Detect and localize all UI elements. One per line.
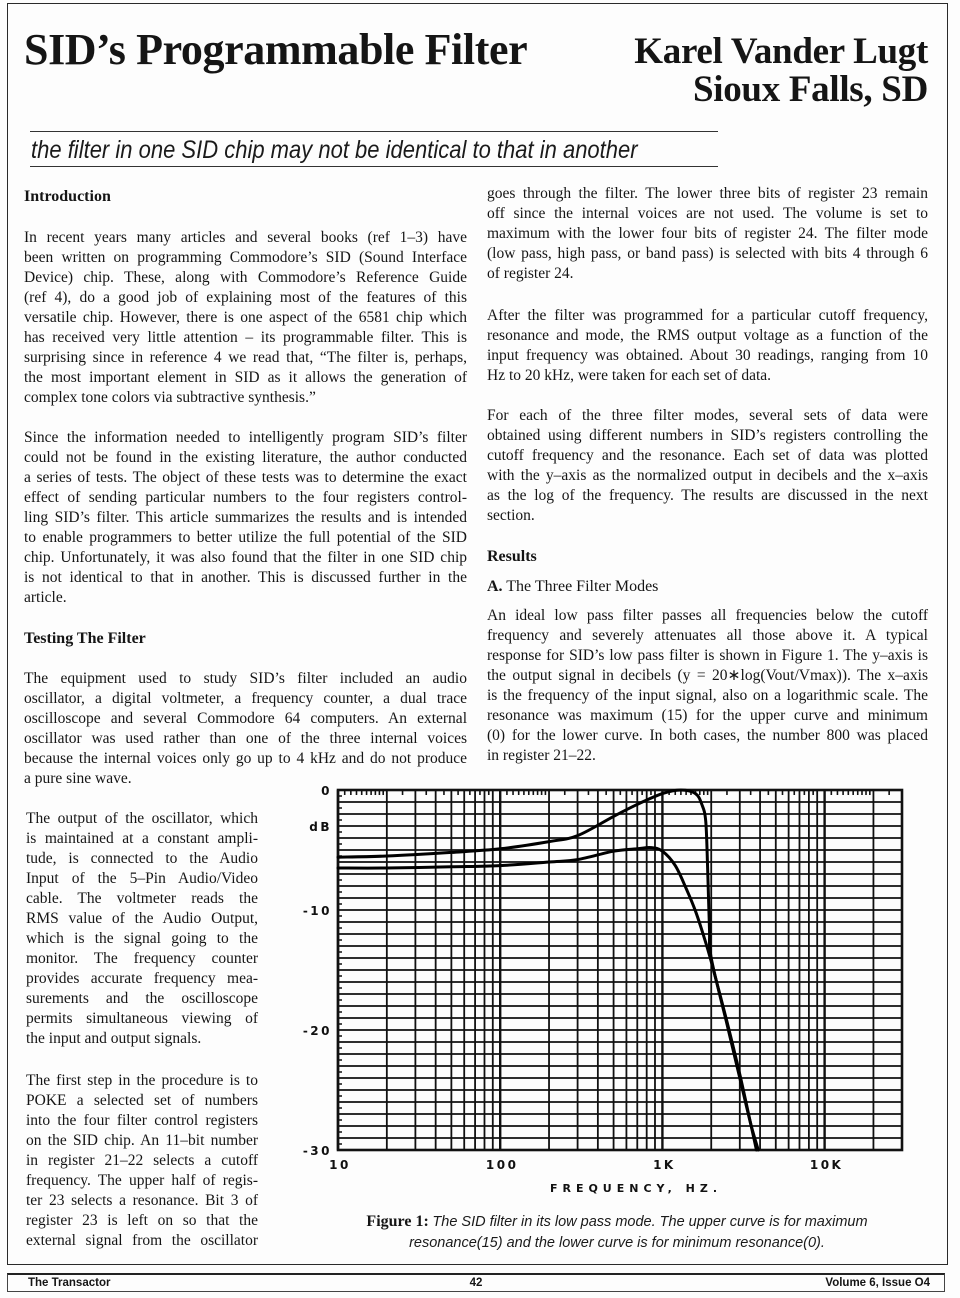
text-line: goes through the filter. The lower three bits of register 23 remain: [487, 185, 928, 202]
text-line: maximum with the lower four bits of register 24. The filter mode: [487, 225, 928, 242]
text-line: off since the internal voices are not used. The volume is set to: [487, 205, 928, 222]
text-line: the input and output signals.: [26, 1030, 202, 1047]
page-number: 42: [469, 1277, 483, 1289]
intro-paragraph-1: [24, 228, 467, 408]
text-line: chip. Unfortunately, it was also found that the filter in one SID chip: [24, 549, 467, 566]
text-line: with the y–axis as the normalized output in decibels and the x–axis: [487, 467, 928, 484]
x-tick-label: 10K: [809, 1158, 844, 1172]
text-line: surements and the oscilloscope: [26, 990, 258, 1007]
text-line: An ideal low pass filter passes all frequencies below the cutoff: [487, 607, 928, 624]
data-plotting-paragraph: [487, 406, 928, 526]
text-line: The output of the oscillator, which: [26, 810, 258, 827]
caption-text-1: The SID filter in its low pass mode. The upper curve is for maximum: [432, 1214, 868, 1230]
text-line: (low pass, high pass, or band pass) is selected with bits 4 through 6: [487, 245, 928, 262]
publication-name: The Transactor: [28, 1277, 111, 1289]
text-line: For each of the three filter modes, several sets of data were: [487, 407, 928, 424]
testing-paragraph-3: [26, 1071, 258, 1251]
subsection-heading: [487, 577, 928, 597]
figure-caption: [322, 1211, 912, 1254]
caption-line-2: [322, 1233, 912, 1254]
author-name: Karel Vander Lugt: [634, 31, 928, 72]
text-line: frequency. The upper half of regis-: [26, 1172, 258, 1189]
text-line: Input of the 5–Pin Audio/Video: [26, 870, 258, 887]
caption-text-2: resonance(15) and the lower curve is for minimum resonance(0).: [409, 1235, 825, 1251]
text-line: oscilloscope and several Commodore 64 computers. An external: [24, 710, 467, 727]
subsection-title: The Three Filter Modes: [506, 578, 659, 595]
text-line: ling SID’s filter. This article summarizes the results and is intended: [24, 509, 467, 526]
text-line: RMS value of the Audio Output,: [26, 910, 258, 927]
text-line: could not be found in the existing literature, the author conducted: [24, 449, 467, 466]
text-line: (0) for the lower curve. In both cases, the number 800 was placed: [487, 727, 928, 744]
text-line: POKE a selected set of numbers: [26, 1092, 258, 1109]
low-pass-paragraph: [487, 606, 928, 766]
text-line: response for SID’s low pass filter is shown in Figure 1. The y–axis is: [487, 647, 928, 664]
text-line: complex tone colors via subtractive synthesis.”: [24, 389, 316, 406]
y-tick-label: -30: [302, 1144, 332, 1158]
text-line: Hz to 20 kHz, were taken for each set of data.: [487, 367, 772, 384]
text-line: In recent years many articles and several books (ref 1–3) have: [24, 229, 467, 246]
text-line: frequency and severely attenuates all those above it. A typical: [487, 627, 928, 644]
text-line: surprising since in reference 4 we read that, “The filter is, perhaps,: [24, 349, 467, 366]
text-line: tude, is connected to the Audio: [26, 850, 258, 867]
text-line: input frequency was obtained. About 30 readings, ranging from 10: [487, 347, 928, 364]
text-line: cutoff frequency and the resonance. Each set of data was plotted: [487, 447, 928, 464]
y-tick-label: -10: [302, 904, 332, 918]
text-line: versatile chip. However, there is one aspect of the 6581 chip which: [24, 309, 467, 326]
text-line: has received very little attention – its programmable filter. This is: [24, 329, 467, 346]
text-line: effect of sending particular numbers to the four registers control-: [24, 489, 467, 506]
byline: [634, 33, 928, 109]
page-footer: [7, 1273, 945, 1292]
text-line: in register 21–22.: [487, 747, 596, 764]
text-line: is not identical to that in another. This is discussed further in the: [24, 569, 467, 586]
section-heading-testing: Testing The Filter: [24, 630, 146, 647]
text-line: external signal from the oscillator: [26, 1232, 258, 1249]
text-line: Device) chip. These, along with Commodore’s Reference Guide: [24, 269, 467, 286]
article-title: SID’s Programmable Filter: [24, 25, 528, 74]
text-line: on the SID chip. An 11–bit number: [26, 1132, 258, 1149]
text-line: monitor. The frequency counter: [26, 950, 258, 967]
x-tick-label: 100: [485, 1158, 519, 1172]
text-line: resonance was maximum (15) for the upper curve and minimum: [487, 707, 928, 724]
text-line: The equipment used to study SID’s filter included an audio: [24, 670, 467, 687]
text-line: the most important element in SID as it allows the generation of: [24, 369, 467, 386]
curve-min-resonance: [338, 848, 756, 1150]
text-line: as the log of the frequency. The results are discussed in the next: [487, 487, 928, 504]
subtitle-rule-bottom: [30, 166, 718, 167]
text-line: cable. The voltmeter reads the: [26, 890, 258, 907]
caption-line-1: [322, 1211, 912, 1233]
intro-paragraph-2: [24, 428, 467, 608]
text-line: article.: [24, 589, 67, 606]
text-line: permits simultaneous viewing of: [26, 1010, 258, 1027]
section-heading-introduction: Introduction: [24, 188, 111, 205]
subsection-label: A.: [487, 578, 503, 595]
procedure-paragraph: [487, 306, 928, 386]
text-line: the output signal in decibels (y = 20∗log(Vout/Vmax)). The x–axis: [487, 667, 928, 684]
y-tick-label: -20: [302, 1024, 332, 1038]
text-line: into the four filter control registers: [26, 1112, 258, 1129]
author-location: Sioux Falls, SD: [692, 69, 928, 110]
figure-label: Figure 1:: [366, 1213, 429, 1230]
x-tick-label: 10: [329, 1158, 351, 1172]
grid-lines: [338, 790, 902, 1150]
text-line: ter 23 selects a resonance. Bit 3 of: [26, 1192, 258, 1209]
text-line: oscillator was used rather than one of the three internal voices: [24, 730, 467, 747]
frequency-response-chart: [280, 770, 940, 1200]
continued-paragraph: [487, 184, 928, 284]
y-axis-label: dB: [309, 820, 332, 834]
text-line: section.: [487, 507, 535, 524]
subtitle-rule-top: [30, 131, 718, 132]
text-line: After the filter was programmed for a particular cutoff frequency,: [487, 307, 928, 324]
text-line: a pure sine wave.: [24, 770, 132, 787]
x-axis-label: FREQUENCY, HZ.: [549, 1182, 723, 1195]
issue-info: Volume 6, Issue O4: [825, 1277, 930, 1289]
testing-paragraph-2: [26, 809, 258, 1049]
text-line: which is the signal going to the: [26, 930, 258, 947]
text-line: to enable programmers to better utilize the full potential of the SID: [24, 529, 467, 546]
article-subtitle: the filter in one SID chip may not be identical to that in another: [31, 136, 638, 164]
text-line: provides accurate frequency mea-: [26, 970, 258, 987]
text-line: is maintained at a constant ampli-: [26, 830, 258, 847]
text-line: obtained using different numbers in SID’s registers controlling the: [487, 427, 928, 444]
y-tick-label: 0: [321, 784, 332, 798]
text-line: of register 24.: [487, 265, 574, 282]
text-line: Since the information needed to intelligently program SID’s filter: [24, 429, 467, 446]
x-tick-label: 1K: [653, 1158, 676, 1172]
text-line: because the internal voices only go up to 4 kHz and do not produce: [24, 750, 467, 767]
text-line: a series of tests. The object of these tests was to determine the exact: [24, 469, 467, 486]
text-line: is the frequency of the input signal, also on a logarithmic scale. The: [487, 687, 928, 704]
text-line: register 23 is left on so that the: [26, 1212, 258, 1229]
text-line: been written on programming Commodore’s SID (Sound Interface: [24, 249, 467, 266]
text-line: oscillator, a digital voltmeter, a frequency counter, a dual trace: [24, 690, 467, 707]
text-line: (ref 4), do a good job of explaining most of the features of this: [24, 289, 467, 306]
text-line: The first step in the procedure is to: [26, 1072, 258, 1089]
text-line: in register 21–22 selects a cutoff: [26, 1152, 258, 1169]
section-heading-results: Results: [487, 548, 537, 565]
text-line: resonance and mode, the RMS output voltage as a function of the: [487, 327, 928, 344]
